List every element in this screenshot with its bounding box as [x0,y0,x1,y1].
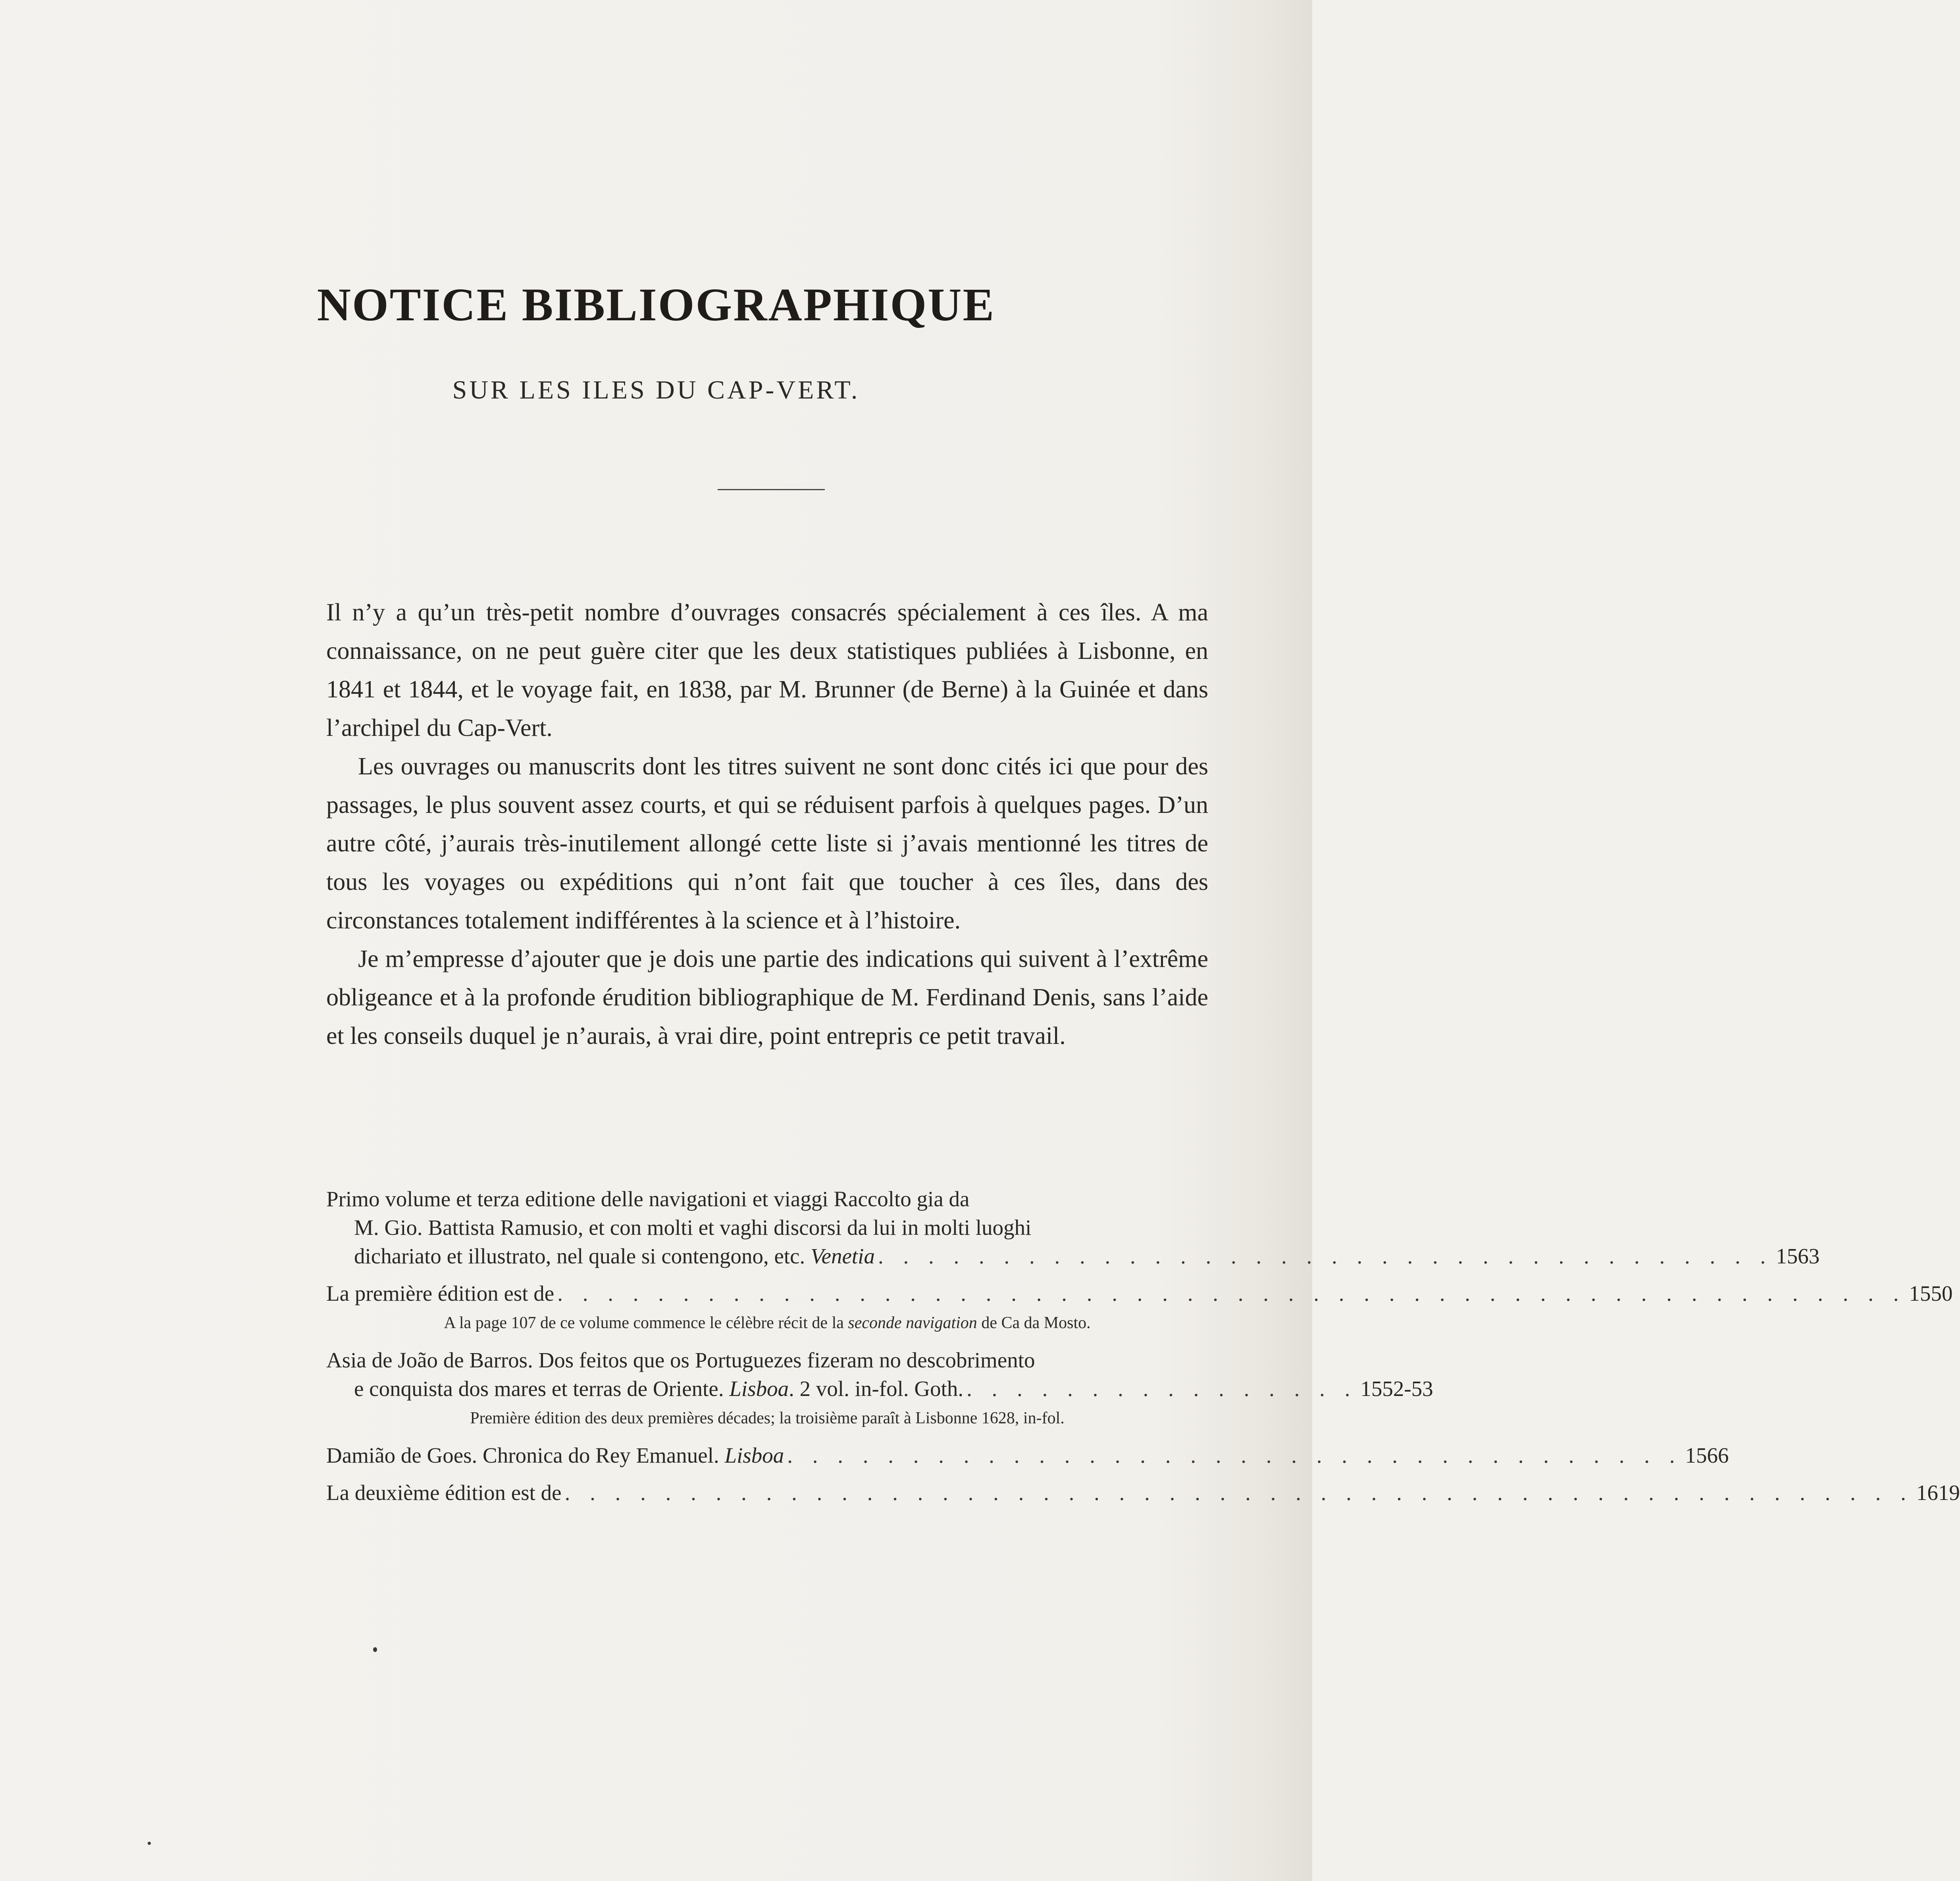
entry-year: 1550 [1909,1281,1953,1305]
entry-title-line: e conquista dos mares et terras de Oriente. [354,1377,724,1401]
title-divider [718,489,825,490]
entry-text: La première édition est de [326,1281,554,1305]
introduction [326,593,1208,1055]
bibliography-entry-goes-second [326,1479,1960,1507]
entry-text: Damião de Goes. Chronica do Rey Emanuel. [326,1443,719,1467]
dot-leader: . . . . . . . . . . . . . . . . [967,1377,1357,1401]
entry-title-line: M. Gio. Battista Ramusio, et con molti et vaghi discorsi da lui in molti luoghi [354,1215,1032,1240]
entry-place: Lisboa [724,1443,784,1467]
entry-place: Venetia [811,1244,875,1268]
entry-place: Lisboa [729,1377,789,1401]
entry-format: 2 vol. in-fol. Goth. [799,1377,964,1401]
entry-year: 1563 [1776,1244,1820,1268]
bibliography-list [326,1185,1960,1516]
entry-year: 1619 [1916,1481,1960,1505]
page-subtitle: SUR LES ILES DU CAP-VERT. [452,375,860,404]
entry-title-line: Asia de João de Barros. Dos feitos que os Portuguezes fizeram no descobrimento [326,1348,1035,1372]
entry-year: 1566 [1685,1443,1729,1467]
paragraph: Les ouvrages ou manuscrits dont les titres suivent ne sont donc cités ici que pour des passages, le plus souvent assez courts, et qui se réduisent parfois à quelques pages. D’un autre côté, j’aurais très-inutilement allongé cette liste si j’avais mentionné les titres de tous les voyages ou expéditions qui n’ont fait que toucher à ces îles, dans des circonstances totalement indifférentes à la science et à l’histoire. [326,753,1208,934]
paragraph: Il n’y a qu’un très-petit nombre d’ouvrages consacrés spécialement à ces îles. A ma connaissance, on ne peut guère citer que les deux statistiques publiées à Lisbonne, en 1841 et 1844, et le voyage fait, en 1838, par M. Brunner (de Berne) à la Guinée et dans l’archipel du Cap-Vert. [326,599,1208,741]
bibliography-entry-goes [326,1441,1729,1470]
paper-speck [148,1842,151,1845]
bibliography-entry-barros: Asia de João de Barros. Dos feitos que os Portuguezes fizeram no descobrimento e conquista dos mares et terras de Oriente. Lisboa. 2 vol. in-fol. Goth. . . . . . . . . . . . . . . . . 1552-53 Première édition des deux premières décades; la troisième paraît à Lisbonne 1628, in-fol. [326,1346,1208,1431]
dot-leader: . . . . . . . . . . . . . . . . . . . . . . . . . . . . . . . . . . . . . . . . . . . . . . . . . . . . . . [564,1481,1913,1505]
entry-year: 1552-53 [1360,1377,1433,1401]
entry-text: La deuxième édition est de [326,1481,562,1505]
dot-leader: . . . . . . . . . . . . . . . . . . . . . . . . . . . . . . . . . . . . . . . . . . . . . . . . . . . . . . [557,1281,1906,1305]
bibliography-entry-ramusio-first [326,1279,1953,1336]
paragraph: Je m’empresse d’ajouter que je dois une partie des indications qui suivent à l’extrême obligeance et à la profonde érudition bibliographique de M. Ferdinand Denis, sans l’aide et les conseils duquel je n’aurais, à vrai dire, point entrepris ce petit travail. [326,945,1208,1049]
dot-leader: . . . . . . . . . . . . . . . . . . . . . . . . . . . . . . . . . . . . [787,1443,1682,1467]
dot-leader: . . . . . . . . . . . . . . . . . . . . . . . . . . . . . . . . . . . . [878,1244,1773,1268]
entry-title-line: Primo volume et terza editione delle navigationi et viaggi Raccolto gia da [326,1187,970,1211]
paper-speck [373,1647,377,1652]
entry-note: Première édition des deux premières décades; la troisième paraît à Lisbonne 1628, in-fol. [470,1409,1065,1427]
page-title: NOTICE BIBLIOGRAPHIQUE [317,279,995,331]
entry-title-line: dichariato et illustrato, nel quale si contengono, etc. [354,1244,805,1268]
entry-note: A la page 107 de ce volume commence le célèbre récit de la seconde navigation de Ca da Mosto. [444,1314,1091,1332]
bibliography-entry-ramusio [326,1185,1820,1271]
